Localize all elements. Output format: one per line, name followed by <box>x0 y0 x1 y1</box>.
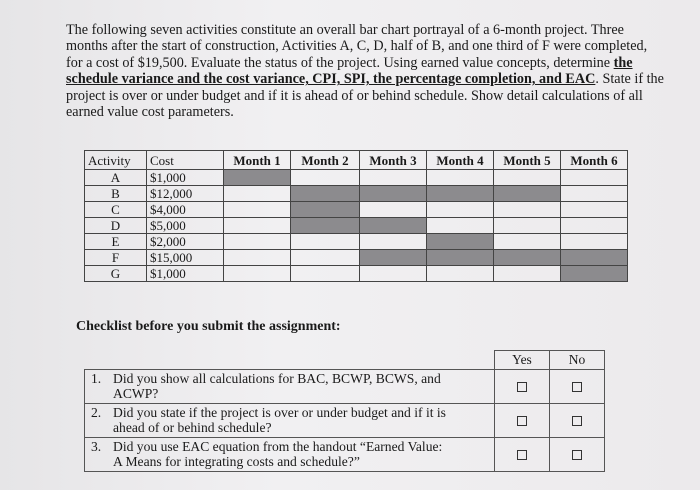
checklist-question-line1: Did you state if the project is over or under budget and if it is <box>113 405 446 420</box>
checklist-body <box>85 370 605 472</box>
checklist-number: 2. <box>91 405 102 420</box>
bar-chart-header-row <box>85 151 628 170</box>
schedule-bar-cell <box>291 202 360 218</box>
schedule-bar-cell <box>427 186 494 202</box>
activity-cost: $1,000 <box>147 266 224 282</box>
schedule-empty-cell <box>291 170 360 186</box>
schedule-empty-cell <box>561 170 628 186</box>
schedule-bar-cell <box>494 186 561 202</box>
checklist-title: Checklist before you submit the assignment: <box>76 319 341 334</box>
yes-checkbox-cell <box>495 370 550 404</box>
activity-label: G <box>85 266 147 282</box>
schedule-empty-cell <box>561 234 628 250</box>
checklist-table <box>84 350 605 472</box>
yes-header: Yes <box>495 351 550 370</box>
schedule-empty-cell <box>224 234 291 250</box>
schedule-bar-cell <box>494 250 561 266</box>
schedule-empty-cell <box>360 266 427 282</box>
schedule-empty-cell <box>291 250 360 266</box>
checklist-item <box>85 404 605 438</box>
header-activity: Activity <box>85 151 147 170</box>
activity-cost: $2,000 <box>147 234 224 250</box>
checklist-question-line1: Did you show all calculations for BAC, BCWP, BCWS, and <box>113 371 441 386</box>
activity-cost: $15,000 <box>147 250 224 266</box>
no-checkbox[interactable] <box>572 450 582 460</box>
schedule-empty-cell <box>224 250 291 266</box>
activity-cost: $4,000 <box>147 202 224 218</box>
yes-checkbox-cell <box>495 438 550 472</box>
activity-cost: $1,000 <box>147 170 224 186</box>
checklist-question-line2: ahead of or behind schedule? <box>113 419 272 435</box>
yes-checkbox[interactable] <box>517 382 527 392</box>
schedule-empty-cell <box>427 266 494 282</box>
problem-intro: The following seven activities constitute an overall bar chart portrayal of a 6-month project. Three months after the start of construction, Activities A, C, D, half of B, and one third of F were completed, for a cost of $19,500. Evaluate the status of the project. Using earned value concepts, determine <box>66 22 648 71</box>
schedule-empty-cell <box>494 218 561 234</box>
header-month-4: Month 4 <box>427 151 494 170</box>
schedule-empty-cell <box>561 218 628 234</box>
schedule-empty-cell <box>224 202 291 218</box>
schedule-empty-cell <box>494 266 561 282</box>
problem-required-items: the schedule variance and the cost variance, CPI, SPI, the percentage completion, and EAC <box>66 54 633 88</box>
schedule-empty-cell <box>494 170 561 186</box>
yes-checkbox-cell <box>495 404 550 438</box>
schedule-empty-cell <box>224 186 291 202</box>
schedule-bar-cell <box>360 250 427 266</box>
header-month-3: Month 3 <box>360 151 427 170</box>
schedule-empty-cell <box>561 202 628 218</box>
schedule-empty-cell <box>427 218 494 234</box>
no-checkbox[interactable] <box>572 382 582 392</box>
activity-cost: $5,000 <box>147 218 224 234</box>
activity-row <box>85 266 628 282</box>
schedule-bar-cell <box>561 266 628 282</box>
schedule-bar-cell <box>360 186 427 202</box>
checklist-header-blank <box>85 351 495 370</box>
schedule-empty-cell <box>427 170 494 186</box>
header-month-2: Month 2 <box>291 151 360 170</box>
header-month-5: Month 5 <box>494 151 561 170</box>
no-checkbox-cell <box>550 438 605 472</box>
checklist-question-line2: A Means for integrating costs and schedule?” <box>113 453 360 469</box>
schedule-empty-cell <box>360 202 427 218</box>
checklist-question <box>85 370 495 404</box>
header-cost: Cost <box>147 151 224 170</box>
activity-row <box>85 170 628 186</box>
schedule-bar-cell <box>360 218 427 234</box>
schedule-empty-cell <box>224 266 291 282</box>
activity-label: C <box>85 202 147 218</box>
checklist-number: 1. <box>91 371 102 386</box>
no-checkbox[interactable] <box>572 416 582 426</box>
schedule-bar-cell <box>291 218 360 234</box>
checklist-question-line2: ACWP? <box>113 385 159 401</box>
schedule-bar-cell <box>224 170 291 186</box>
schedule-bar-cell <box>427 250 494 266</box>
schedule-empty-cell <box>291 234 360 250</box>
problem-rest: . State if the project is over or under budget and if it is ahead of or behind schedule. Show detail calculations of all earned value cost parameters. <box>66 71 664 121</box>
schedule-empty-cell <box>494 202 561 218</box>
activity-label: A <box>85 170 147 186</box>
problem-statement <box>66 22 666 120</box>
yes-checkbox[interactable] <box>517 450 527 460</box>
activity-label: D <box>85 218 147 234</box>
activity-row <box>85 250 628 266</box>
checklist-item <box>85 438 605 472</box>
schedule-empty-cell <box>427 202 494 218</box>
no-header: No <box>550 351 605 370</box>
schedule-empty-cell <box>291 266 360 282</box>
activity-row <box>85 234 628 250</box>
schedule-empty-cell <box>360 170 427 186</box>
header-month-6: Month 6 <box>561 151 628 170</box>
no-checkbox-cell <box>550 370 605 404</box>
checklist-number: 3. <box>91 439 102 454</box>
checklist-question <box>85 404 495 438</box>
schedule-empty-cell <box>561 186 628 202</box>
header-month-1: Month 1 <box>224 151 291 170</box>
schedule-empty-cell <box>224 218 291 234</box>
activity-label: F <box>85 250 147 266</box>
schedule-bar-cell <box>291 186 360 202</box>
checklist-header-row <box>85 351 605 370</box>
schedule-bar-cell <box>427 234 494 250</box>
no-checkbox-cell <box>550 404 605 438</box>
activity-row <box>85 218 628 234</box>
activity-label: B <box>85 186 147 202</box>
yes-checkbox[interactable] <box>517 416 527 426</box>
schedule-empty-cell <box>360 234 427 250</box>
activity-row <box>85 186 628 202</box>
activity-row <box>85 202 628 218</box>
activity-cost: $12,000 <box>147 186 224 202</box>
bar-chart-body <box>85 170 628 282</box>
checklist-question <box>85 438 495 472</box>
schedule-bar-cell <box>561 250 628 266</box>
activity-label: E <box>85 234 147 250</box>
checklist-question-line1: Did you use EAC equation from the handout “Earned Value: <box>113 439 443 454</box>
checklist-item <box>85 370 605 404</box>
bar-chart-table <box>84 150 628 282</box>
schedule-empty-cell <box>494 234 561 250</box>
